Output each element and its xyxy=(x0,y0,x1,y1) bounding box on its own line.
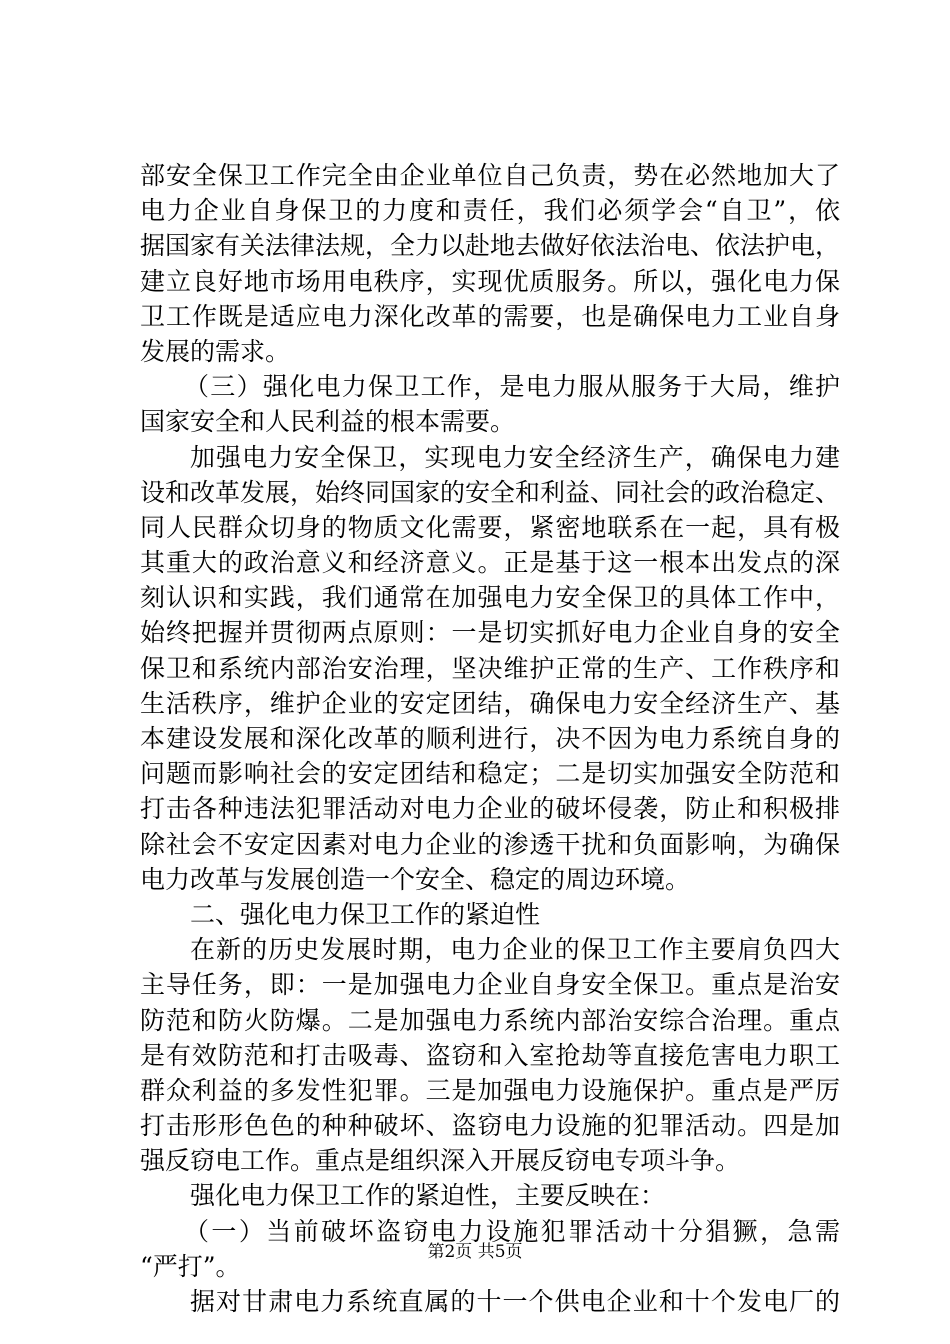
section-heading: （一）当前破坏盗窃电力设施犯罪活动十分猖獗，急需 xyxy=(184,1216,840,1246)
text-line: 部安全保卫工作完全由企业单位自己负责，势在必然地加大了 xyxy=(140,161,840,190)
text-line: 始终把握并贯彻两点原则：一是切实抓好电力企业自身的安全 xyxy=(140,618,840,648)
text-line: 建立良好地市场用电秩序，实现优质服务。所以，强化电力保 xyxy=(140,266,840,296)
text-line: 其重大的政治意义和经济意义。正是基于这一根本出发点的深 xyxy=(140,548,840,578)
paragraph-start: 强化电力保卫工作的紧迫性，主要反映在： xyxy=(190,1181,666,1211)
text-line: 据国家有关法律法规，全力以赴地去做好依法治电、依法护电， xyxy=(140,231,841,261)
text-line: 国家安全和人民利益的根本需要。 xyxy=(140,407,516,437)
text-line: 是有效防范和打击吸毒、盗窃和入室抢劫等直接危害电力职工 xyxy=(140,1040,840,1070)
paragraph-start: 在新的历史发展时期，电力企业的保卫工作主要肩负四大 xyxy=(190,935,840,965)
text-line: 强反窃电工作。重点是组织深入开展反窃电专项斗争。 xyxy=(140,1146,741,1176)
text-line: 打击各种违法犯罪活动对电力企业的破坏侵袭，防止和积极排 xyxy=(140,794,840,824)
text-line: 生活秩序，维护企业的安定团结，确保电力安全经济生产、基 xyxy=(140,688,840,718)
text-line: 发展的需求。 xyxy=(140,336,291,366)
page-number-footer: 第2页 共5页 xyxy=(427,1242,523,1262)
text-line: 防范和防火防爆。二是加强电力系统内部治安综合治理。重点 xyxy=(140,1005,840,1035)
text-line: 除社会不安定因素对电力企业的渗透干扰和负面影响，为确保 xyxy=(140,829,840,859)
text-line: 主导任务，即：一是加强电力企业自身安全保卫。重点是治安 xyxy=(140,970,840,1000)
paragraph-start: 据对甘肃电力系统直属的十一个供电企业和十个发电厂的 xyxy=(190,1287,840,1316)
text-line: 电力企业自身保卫的力度和责任，我们必须学会“自卫”，依 xyxy=(140,196,840,226)
text-line: 同人民群众切身的物质文化需要，紧密地联系在一起，具有极 xyxy=(140,512,840,542)
text-line: 刻认识和实践，我们通常在加强电力安全保卫的具体工作中， xyxy=(140,583,840,613)
document-body xyxy=(140,158,840,1319)
text-line: 卫工作既是适应电力深化改革的需要，也是确保电力工业自身 xyxy=(140,301,840,331)
text-line: 设和改革发展，始终同国家的安全和利益、同社会的政治稳定、 xyxy=(140,477,841,507)
text-line: 本建设发展和深化改革的顺利进行，决不因为电力系统自身的 xyxy=(140,724,840,753)
text-line: 电力改革与发展创造一个安全、稳定的周边环境。 xyxy=(140,864,691,894)
text-line: 问题而影响社会的安定团结和稳定；二是切实加强安全防范和 xyxy=(140,759,840,789)
text-line: 打击形形色色的种种破坏、盗窃电力设施的犯罪活动。四是加 xyxy=(140,1111,840,1141)
section-heading: （三）强化电力保卫工作，是电力服从服务于大局，维护 xyxy=(184,372,840,402)
paragraph-start: 加强电力安全保卫，实现电力安全经济生产，确保电力建 xyxy=(190,442,840,472)
text-line: 保卫和系统内部治安治理，坚决维护正常的生产、工作秩序和 xyxy=(140,653,840,683)
section-heading: 二、强化电力保卫工作的紧迫性 xyxy=(190,899,541,929)
text-line: “严打”。 xyxy=(140,1251,241,1281)
text-line: 群众利益的多发性犯罪。三是加强电力设施保护。重点是严厉 xyxy=(140,1075,840,1105)
